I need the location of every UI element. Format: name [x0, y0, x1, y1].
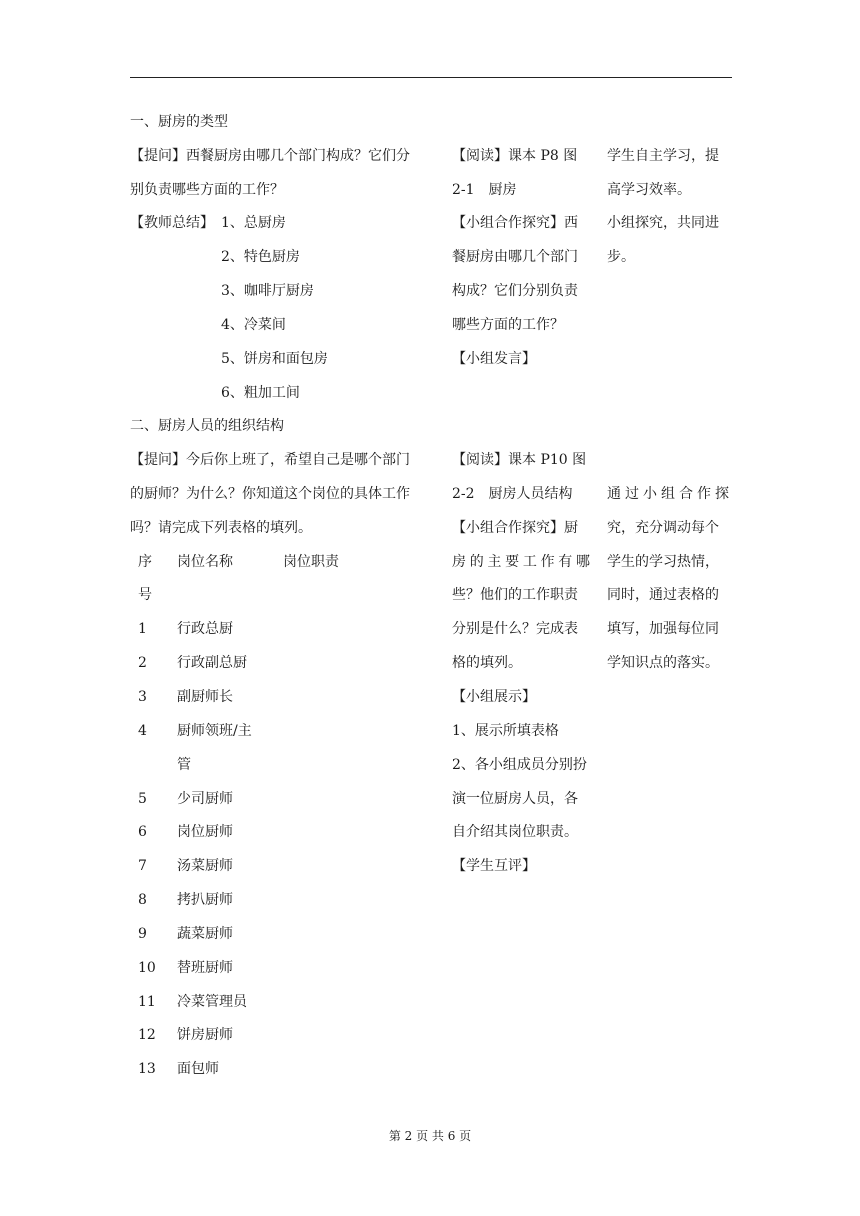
- teacher-summary-label: 【教师总结】: [130, 215, 214, 231]
- section2-student-activity: 分别是什么？完成表: [452, 621, 578, 637]
- section1-student-activity: 哪些方面的工作？: [452, 317, 564, 333]
- table-row-name: 少司厨师: [177, 791, 233, 807]
- section1-heading: 一、厨房的类型: [130, 114, 228, 130]
- section2-design-intent: 填写，加强每位同: [607, 621, 719, 637]
- section2-question-line2: 的厨师？为什么？你知道这个岗位的具体工作: [130, 486, 410, 502]
- table-row-name: 岗位厨师: [177, 824, 233, 840]
- kitchen-type-item: 6、粗加工间: [221, 385, 300, 401]
- table-header-duty: 岗位职责: [283, 554, 339, 570]
- kitchen-type-item: 4、冷菜间: [221, 317, 286, 333]
- section2-design-intent: 究，充分调动每个: [607, 520, 719, 536]
- table-row-no: 7: [138, 858, 147, 874]
- table-row-name: 替班厨师: [177, 960, 233, 976]
- table-row-no: 9: [138, 926, 147, 942]
- header-rule: [130, 77, 732, 78]
- section2-student-activity: 房的主要工作有哪: [452, 554, 590, 570]
- section2-student-activity: 些？他们的工作职责: [452, 587, 578, 603]
- section2-student-activity: 【阅读】课本 P10 图: [452, 452, 587, 468]
- table-row-name: 面包师: [177, 1061, 219, 1077]
- table-row-no: 5: [138, 791, 147, 807]
- section1-student-activity: 2-1 厨房: [452, 182, 517, 198]
- section2-design-intent: 学知识点的落实。: [607, 655, 719, 671]
- table-row-no: 13: [138, 1061, 156, 1077]
- section1-question-line1: 【提问】西餐厨房由哪几个部门构成？它们分: [130, 148, 410, 164]
- table-row-no: 3: [138, 689, 147, 705]
- kitchen-type-item: 3、咖啡厅厨房: [221, 283, 314, 299]
- section2-student-activity: 格的填列。: [452, 655, 522, 671]
- section2-student-activity: 自介绍其岗位职责。: [452, 824, 578, 840]
- section2-student-activity: 【学生互评】: [452, 858, 536, 874]
- kitchen-type-item: 5、饼房和面包房: [221, 351, 328, 367]
- table-row-no: 10: [138, 960, 156, 976]
- table-row-no: 11: [138, 994, 156, 1010]
- table-row-name: 副厨师长: [177, 689, 233, 705]
- table-row-no: 12: [138, 1027, 156, 1043]
- table-row-no: 2: [138, 655, 147, 671]
- table-row-name: 蔬菜厨师: [177, 926, 233, 942]
- section1-student-activity: 【阅读】课本 P8 图: [452, 148, 578, 164]
- section1-design-intent: 小组探究，共同进: [607, 215, 719, 231]
- table-row-name: 汤菜厨师: [177, 858, 233, 874]
- section1-question-line2: 别负责哪些方面的工作？: [130, 182, 284, 198]
- section2-student-activity: 【小组展示】: [452, 689, 536, 705]
- page-footer: 第 2 页 共 6 页: [388, 1129, 472, 1143]
- section2-student-activity: 2、各小组成员分别扮: [452, 757, 587, 773]
- section1-design-intent: 学生自主学习，提: [607, 148, 719, 164]
- table-row-no: 1: [138, 621, 147, 637]
- section2-student-activity: 【小组合作探究】厨: [452, 520, 578, 536]
- table-row-name: 行政副总厨: [177, 655, 247, 671]
- section1-design-intent: 高学习效率。: [607, 182, 691, 198]
- section1-student-activity: 【小组发言】: [452, 351, 536, 367]
- section2-student-activity: 演一位厨房人员，各: [452, 791, 578, 807]
- section2-design-intent: 同时，通过表格的: [607, 587, 719, 603]
- table-row-no: 8: [138, 892, 147, 908]
- table-header-name: 岗位名称: [177, 554, 233, 570]
- table-row-name: 拷扒厨师: [177, 892, 233, 908]
- table-header-no: 序: [138, 554, 152, 570]
- table-row-no: 4: [138, 723, 147, 739]
- section1-student-activity: 构成？它们分别负责: [452, 283, 578, 299]
- section2-student-activity: 1、展示所填表格: [452, 723, 559, 739]
- table-row-name-cont: 管: [177, 757, 191, 773]
- section2-question-line3: 吗？请完成下列表格的填列。: [130, 520, 312, 536]
- kitchen-type-item: 2、特色厨房: [221, 249, 300, 265]
- table-row-name: 厨师领班/主: [177, 723, 252, 739]
- section2-question-line1: 【提问】今后你上班了，希望自己是哪个部门: [130, 452, 410, 468]
- section1-design-intent: 步。: [607, 249, 635, 265]
- section2-design-intent: 通过小组合作探: [607, 486, 729, 502]
- table-row-no: 6: [138, 824, 147, 840]
- section1-student-activity: 【小组合作探究】西: [452, 215, 578, 231]
- section2-student-activity: 2-2 厨房人员结构: [452, 486, 573, 502]
- table-row-name: 冷菜管理员: [177, 994, 247, 1010]
- table-header-no: 号: [138, 587, 152, 603]
- section1-student-activity: 餐厨房由哪几个部门: [452, 249, 578, 265]
- section2-heading: 二、厨房人员的组织结构: [130, 418, 284, 434]
- section2-design-intent: 学生的学习热情，: [607, 554, 719, 570]
- table-row-name: 行政总厨: [177, 621, 233, 637]
- table-row-name: 饼房厨师: [177, 1027, 233, 1043]
- kitchen-type-item: 1、总厨房: [221, 215, 286, 231]
